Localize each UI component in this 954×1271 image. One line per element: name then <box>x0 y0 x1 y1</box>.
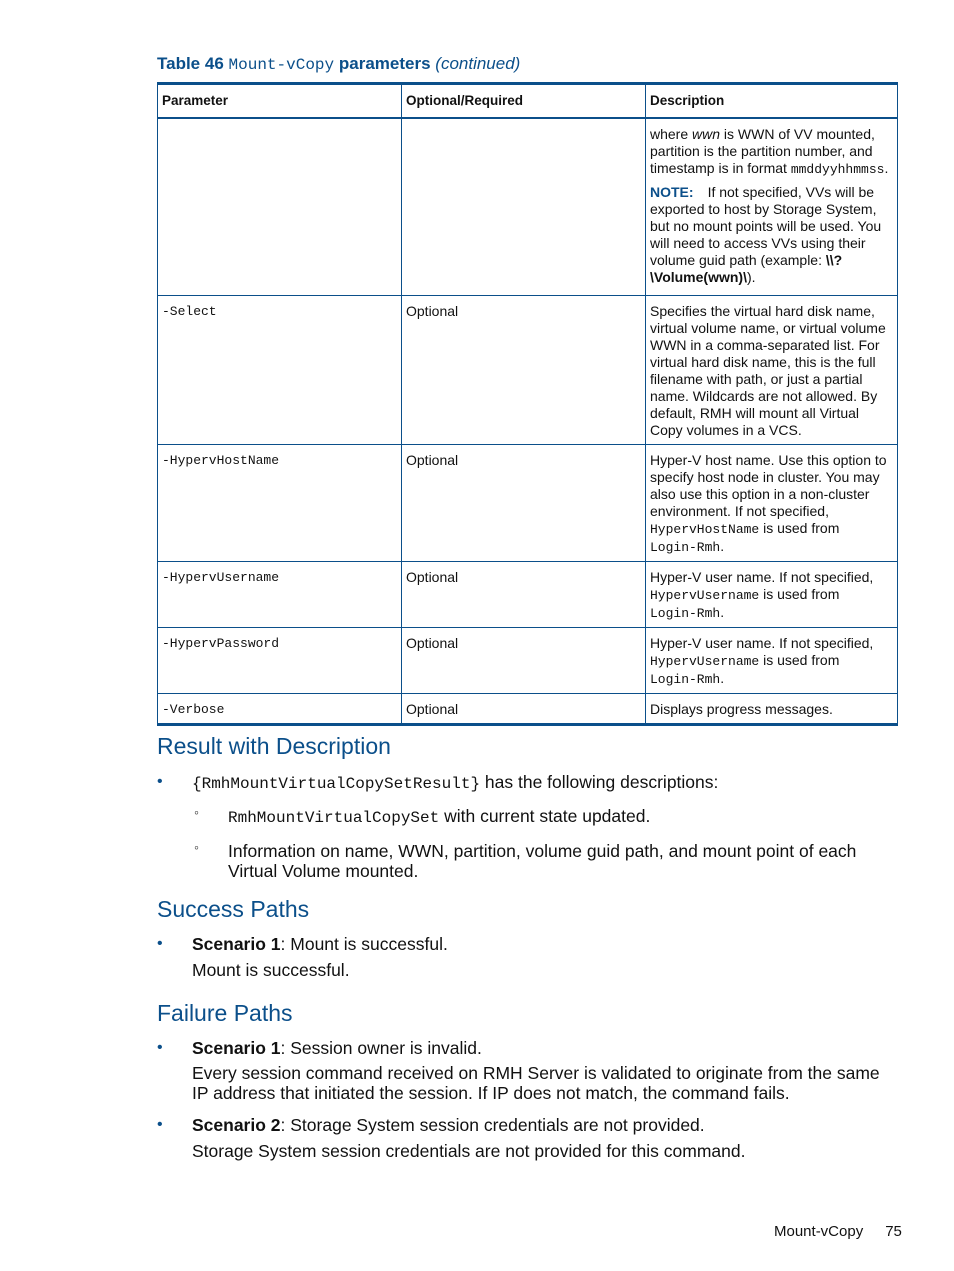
note-label: NOTE: <box>650 184 694 200</box>
scenario-detail: Every session command received on RMH Server is validated to originate from the same IP address that initiated the session. If IP does not match, the command fails. <box>192 1063 880 1103</box>
param-cell: -Select <box>158 295 402 444</box>
list-item: • Scenario 2: Storage System session credentials are not provided. <box>157 1115 705 1135</box>
param-cell <box>158 118 402 295</box>
table-caption <box>157 54 520 74</box>
param-cell: -HypervPassword <box>158 627 402 693</box>
header-description: Description <box>646 84 898 119</box>
success-heading: Success Paths <box>157 896 310 922</box>
description-cell: Hyper-V host name. Use this option to specify host node in cluster. You may also use this option in a non-cluster environment. If not specified, HypervHostName is used from Login-Rmh. <box>646 444 898 561</box>
param-cell: -HypervUsername <box>158 561 402 627</box>
parameters-table <box>157 82 898 726</box>
table-row <box>158 693 898 724</box>
table-row <box>158 627 898 693</box>
page-number: 75 <box>885 1223 902 1240</box>
note: NOTE: If not specified, VVs will be exported to host by Storage System, but no mount points will be used. You will need to access VVs using their volume guid path (example: \\?\Volume(wwn)\). <box>650 184 882 285</box>
list-item: • Scenario 1: Mount is successful. <box>157 934 448 954</box>
header-parameter: Parameter <box>158 84 402 119</box>
sub-list-item: ◦ Information on name, WWN, partition, volume guid path, and mount point of each Virtual Volume mounted. <box>194 839 857 881</box>
list-item: • {RmhMountVirtualCopySetResult} has the following descriptions: <box>157 772 719 793</box>
result-section <box>157 772 899 881</box>
description-cell: Specifies the virtual hard disk name, virtual volume name, or virtual volume WWN in a comma-separated list. For virtual hard disk name, this is the full filename with path, or just a partial name. Wildcards are not allowed. By default, RMH will mount all Virtual Copy volumes in a VCS. <box>646 295 898 444</box>
table-row <box>158 561 898 627</box>
failure-heading: Failure Paths <box>157 1000 293 1026</box>
optional-cell: Optional <box>402 561 646 627</box>
description-cell: Hyper-V user name. If not specified, HypervUsername is used from Login-Rmh. <box>646 627 898 693</box>
description-cell: Displays progress messages. <box>646 693 898 724</box>
result-object: {RmhMountVirtualCopySetResult} <box>192 775 481 793</box>
footer-section: Mount-vCopy <box>774 1223 864 1240</box>
result-heading: Result with Description <box>157 733 391 759</box>
header-optional: Optional/Required <box>402 84 646 119</box>
optional-cell: Optional <box>402 295 646 444</box>
description-cell: Hyper-V user name. If not specified, HypervUsername is used from Login-Rmh. <box>646 561 898 627</box>
table-row <box>158 295 898 444</box>
page-footer <box>774 1223 902 1240</box>
optional-cell: Optional <box>402 627 646 693</box>
bullet-icon: • <box>157 935 163 952</box>
optional-cell: Optional <box>402 693 646 724</box>
circle-bullet-icon: ◦ <box>194 804 199 820</box>
table-row <box>158 118 898 295</box>
failure-section <box>157 1038 899 1161</box>
bullet-icon: • <box>157 773 163 790</box>
guid-path-example: \\?\Volume(wwn)\ <box>650 252 843 285</box>
table-label: Table 46 <box>157 54 224 73</box>
param-cell: -HypervHostName <box>158 444 402 561</box>
table-row <box>158 444 898 561</box>
sub-list-item: ◦ RmhMountVirtualCopySet with current state updated. <box>194 804 651 827</box>
table-caption-word: parameters <box>338 54 431 73</box>
optional-cell <box>402 118 646 295</box>
table-header-row <box>158 84 898 119</box>
table-command: Mount-vCopy <box>228 56 335 74</box>
success-section <box>157 934 899 980</box>
scenario-detail: Storage System session credentials are not provided for this command. <box>192 1141 746 1161</box>
optional-cell: Optional <box>402 444 646 561</box>
param-cell: -Verbose <box>158 693 402 724</box>
scenario-detail: Mount is successful. <box>192 960 350 980</box>
description-text: where wwn is WWN of VV mounted, partition is the partition number, and timestamp is in format mmddyyhhmmss. <box>650 126 889 177</box>
list-item: • Scenario 1: Session owner is invalid. <box>157 1038 482 1058</box>
description-cell <box>646 118 898 295</box>
bullet-icon: • <box>157 1116 163 1133</box>
circle-bullet-icon: ◦ <box>194 839 199 855</box>
table-continued: (continued) <box>435 54 521 73</box>
bullet-icon: • <box>157 1039 163 1056</box>
